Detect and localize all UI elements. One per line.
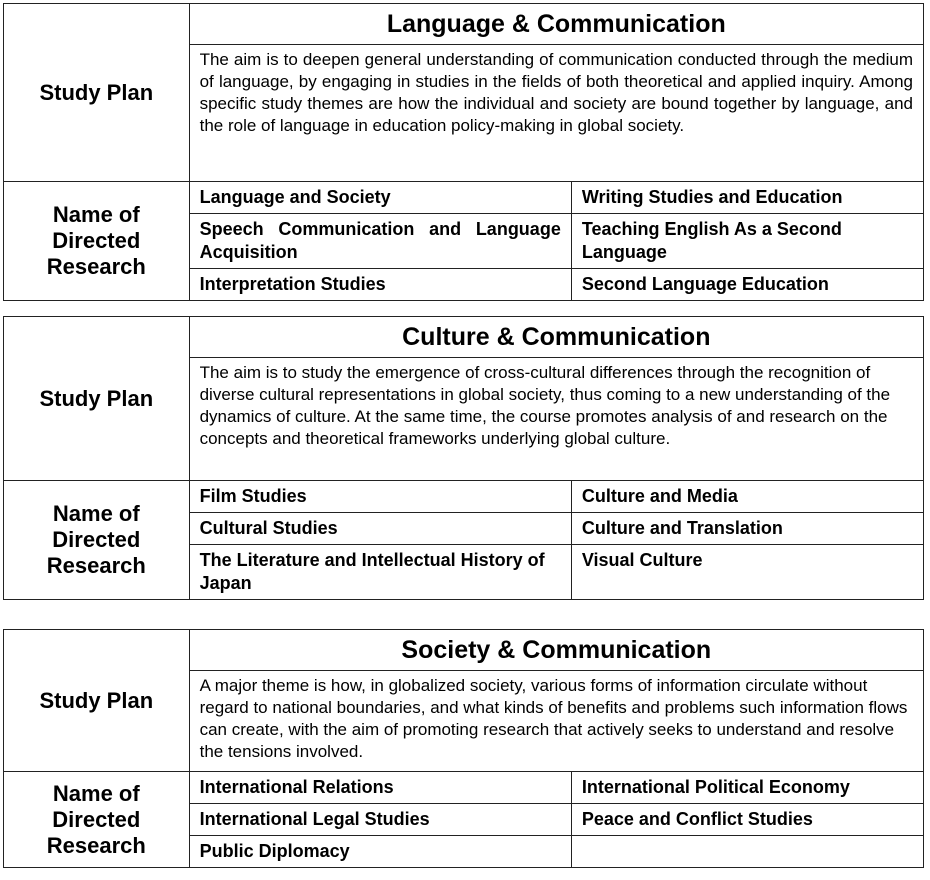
label-line: Name of: [52, 501, 140, 526]
course-table-society: [3, 629, 924, 868]
research-item: Cultural Studies: [189, 513, 571, 545]
research-item: Interpretation Studies: [189, 269, 571, 301]
section-title: Society & Communication: [189, 630, 923, 671]
research-item: Writing Studies and Education: [571, 182, 923, 214]
section-title: Language & Communication: [189, 4, 923, 45]
study-plan-label: Study Plan: [4, 317, 190, 481]
section-description: The aim is to study the emergence of cross-cultural differences through the recognition of diverse cultural representations in global society, thus coming to a new understanding of the dynamics of culture. At the same time, the course promotes analysis of and research on the concepts and theoretical frameworks underlying global culture.: [189, 358, 923, 481]
section-title: Culture & Communication: [189, 317, 923, 358]
course-table-culture: [3, 316, 924, 600]
section-description: The aim is to deepen general understanding of communication conducted through the medium of language, by engaging in studies in the fields of both theoretical and applied inquiry. Among specific study themes are how the individual and society are bound together by language, and the role of language in education policy-making in global society.: [189, 45, 923, 182]
research-item: International Relations: [189, 772, 571, 804]
research-item: Speech Communication and Language Acquisition: [189, 214, 571, 269]
research-item: International Legal Studies: [189, 804, 571, 836]
section-description: A major theme is how, in globalized society, various forms of information circulate without regard to national boundaries, and what kinds of benefits and problems such information flows can create, with the aim of promoting research that actively seeks to understand and resolve the tensions involved.: [189, 671, 923, 772]
research-item: The Literature and Intellectual History of Japan: [189, 545, 571, 600]
research-item: Film Studies: [189, 481, 571, 513]
research-item: Visual Culture: [571, 545, 923, 600]
directed-research-label: [4, 772, 190, 868]
label-line: Directed: [52, 228, 141, 253]
label-line: Research: [46, 832, 146, 858]
study-plan-label: Study Plan: [4, 4, 190, 182]
research-item: Teaching English As a Second Language: [571, 214, 923, 269]
label-line: Name of: [52, 202, 140, 227]
research-item: Culture and Media: [571, 481, 923, 513]
label-line: Directed: [52, 527, 141, 552]
directed-research-label: [4, 182, 190, 301]
research-item: International Political Economy: [571, 772, 923, 804]
research-item: Peace and Conflict Studies: [571, 804, 923, 836]
research-item: Second Language Education: [571, 269, 923, 301]
course-table-language: [3, 3, 924, 301]
research-item: Language and Society: [189, 182, 571, 214]
research-item-empty: [571, 836, 923, 868]
label-line: Research: [46, 254, 146, 279]
directed-research-label: [4, 481, 190, 600]
research-item: Culture and Translation: [571, 513, 923, 545]
study-plan-label: Study Plan: [4, 630, 190, 772]
label-line: Research: [46, 553, 146, 578]
research-item: Public Diplomacy: [189, 836, 571, 868]
label-line: Directed: [52, 806, 141, 832]
label-line: Name of: [52, 780, 140, 806]
